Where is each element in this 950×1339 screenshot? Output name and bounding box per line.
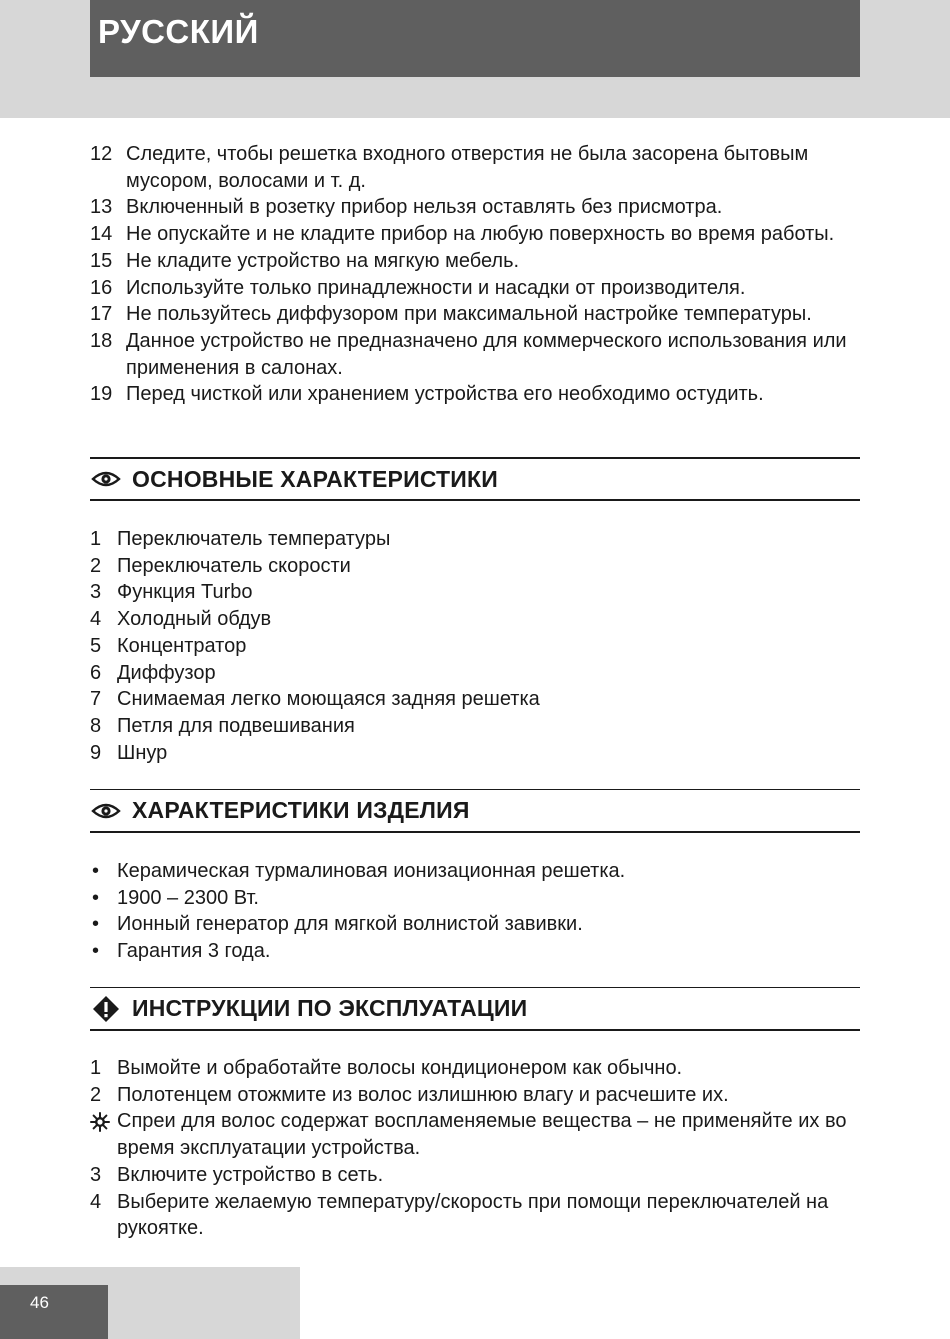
list-item: 16 Используйте только принадлежности и насадки от производителя. (90, 276, 746, 299)
list-item: 17 Не пользуйтесь диффузором при максимальной настройке температуры. (90, 303, 812, 326)
list-item: 1 Переключатель температуры (90, 528, 391, 550)
list-item: • Гарантия 3 года. (92, 940, 271, 963)
product-list (90, 858, 870, 965)
instructions-list (90, 1055, 870, 1242)
language-title: РУССКИЙ (98, 13, 259, 50)
features-section-header (90, 457, 860, 501)
features-list (90, 526, 870, 766)
sun-warning-icon (90, 1112, 110, 1132)
list-item: • Ионный генератор для мягкой волнистой завивки. (92, 913, 583, 936)
list-item: 2 Полотенцем отожмите из волос излишнюю влагу и расчешите их. (90, 1083, 729, 1106)
product-section-header (90, 789, 860, 833)
list-item: 4 Выберите желаемую температуру/скорость при помощи переключателей на рукоятке. (90, 1190, 829, 1240)
page-number-box (0, 1285, 108, 1339)
list-item: Спреи для волос содержат воспламеняемые вещества – не применяйте их во время эксплуатации устройства. (90, 1108, 870, 1161)
section-title: ХАРАКТЕРИСТИКИ ИЗДЕЛИЯ (132, 797, 470, 823)
list-item: • Керамическая турмалиновая ионизационная решетка. (92, 860, 626, 882)
eye-icon (90, 799, 122, 823)
list-item: 14 Не опускайте и не кладите прибор на любую поверхность во время работы. (90, 223, 835, 246)
list-item: 5 Концентратор (90, 634, 247, 657)
list-item: 19 Перед чисткой или хранением устройства его необходимо остудить. (90, 383, 764, 406)
diamond-warning-icon (90, 997, 122, 1021)
language-bar (90, 0, 860, 77)
list-item: • 1900 – 2300 Вт. (92, 886, 259, 909)
list-item: 3 Включите устройство в сеть. (90, 1163, 384, 1186)
list-item: 18 Данное устройство не предназначено для коммерческого использования или применения в салонах. (90, 329, 847, 379)
list-item: 9 Шнур (90, 741, 168, 764)
section-title: ОСНОВНЫЕ ХАРАКТЕРИСТИКИ (132, 465, 499, 492)
list-item: 2 Переключатель скорости (90, 554, 351, 577)
list-item: 13 Включенный в розетку прибор нельзя оставлять без присмотра. (90, 196, 723, 219)
eye-icon (90, 467, 122, 491)
list-item: 8 Петля для подвешивания (90, 714, 355, 737)
list-item: 12 Следите, чтобы решетка входного отверстия не была засорена бытовым мусором, волосами и т. д. (90, 143, 809, 192)
instructions-section-header (90, 987, 860, 1031)
section-title: ИНСТРУКЦИИ ПО ЭКСПЛУАТАЦИИ (132, 995, 528, 1021)
list-item: 6 Диффузор (90, 661, 216, 684)
list-item: 1 Вымойте и обработайте волосы кондиционером как обычно. (90, 1057, 683, 1079)
list-item: 4 Холодный обдув (90, 608, 272, 631)
safety-list (90, 141, 870, 408)
list-item: 15 Не кладите устройство на мягкую мебель. (90, 249, 520, 272)
page-number: 46 (30, 1293, 49, 1312)
list-item: 7 Снимаемая легко моющаяся задняя решетка (90, 688, 540, 711)
list-item: 3 Функция Turbo (90, 581, 253, 604)
